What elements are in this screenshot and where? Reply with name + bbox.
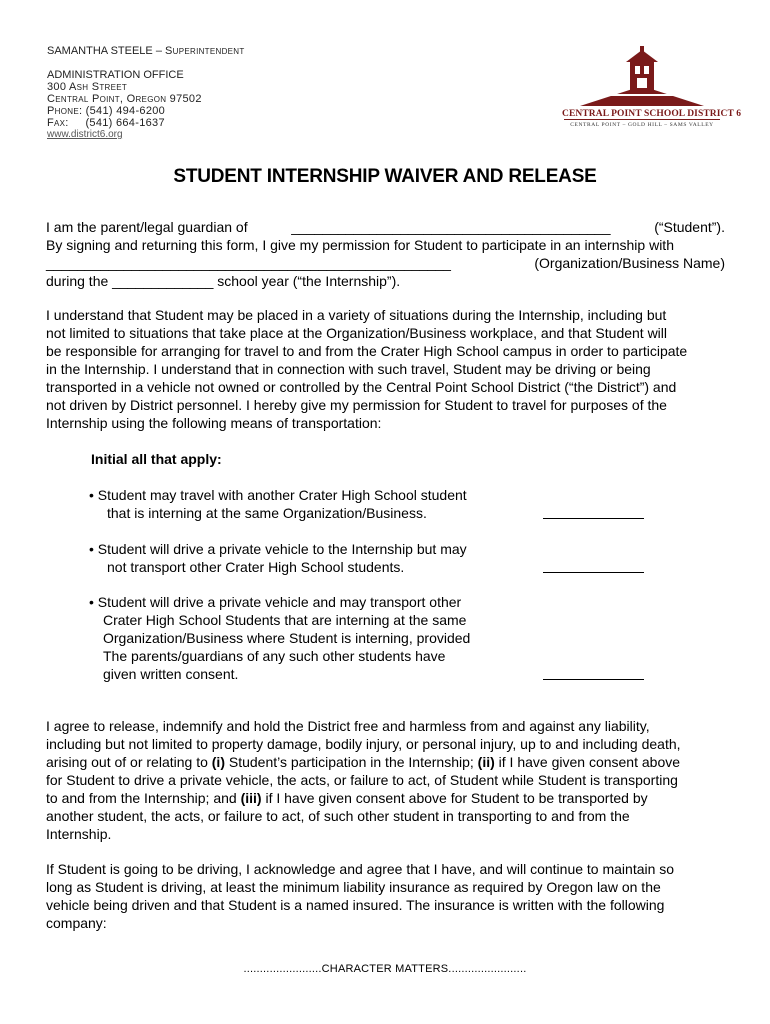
logo-divider <box>564 119 720 120</box>
initial-blank-1[interactable] <box>543 518 644 519</box>
fax-label: Fax: <box>47 117 69 129</box>
footer-motto: ........................CHARACTER MATTERS........................ <box>243 963 527 975</box>
text-line: to and from the Internship; and (iii) if I have given consent above for Student to be transported by <box>46 790 648 806</box>
address-line-1: 300 Ash Street <box>47 81 128 93</box>
text-line: vehicle being driven and that Student is a named insured. The insurance is written with the following <box>46 897 665 913</box>
transport-option-3: • Student will drive a private vehicle and may transport other Crater High School Students that are interning at the same Organization/Business where Student is interning, provided The parents/guardians of any such other students have given written consent. <box>89 594 471 682</box>
superintendent-name: SAMANTHA STEELE <box>47 45 153 57</box>
letterhead-contact <box>47 45 245 141</box>
text-line: By signing and returning this form, I give my permission for Student to participate in an internship with <box>46 237 674 253</box>
fax-line <box>47 117 245 129</box>
text-line: not limited to situations that take place at the Organization/Business workplace, and that Student will <box>46 325 668 341</box>
initial-blank-3[interactable] <box>543 679 644 680</box>
guardian-label: I am the parent/legal guardian of <box>46 219 248 235</box>
text-line: not driven by District personnel. I hereby give my permission for Student to travel for purposes of the <box>46 397 667 413</box>
website-link[interactable]: www.district6.org <box>47 129 123 140</box>
superintendent-title: Superintendent <box>165 45 245 57</box>
text-line: company: <box>46 915 107 931</box>
text-line: If Student is going to be driving, I acknowledge and agree that I have, and will continue to maintain so <box>46 861 675 877</box>
text-line: be responsible for arranging for travel to and from the Crater High School campus in order to participate <box>46 343 688 359</box>
transport-option-1: • Student may travel with another Crater High School student that is interning at the same Organization/Business. <box>89 487 467 521</box>
text-line: Internship using the following means of transportation: <box>46 415 382 431</box>
school-year-line: during the _____________ school year (“the Internship”). <box>46 273 401 289</box>
text-line: Internship. <box>46 826 112 842</box>
text-line: I agree to release, indemnify and hold the District free and harmless from and against any liability, <box>46 718 650 734</box>
text-line <box>46 218 725 236</box>
transport-option-2: • Student will drive a private vehicle to the Internship but may not transport other Crater High School students. <box>89 541 467 575</box>
phone-label: Phone: <box>47 105 83 117</box>
phone-number: (541) 494-6200 <box>85 105 166 117</box>
text-line: arising out of or relating to (i) Student’s participation in the Internship; (ii) if I have given consent above <box>46 754 681 770</box>
student-label: (“Student”). <box>654 219 725 235</box>
superintendent-line: SAMANTHA STEELE – Superintendent <box>47 45 245 57</box>
office-title: ADMINISTRATION OFFICE <box>47 69 184 81</box>
guardian-paragraph <box>46 218 725 290</box>
text-line: for Student to drive a private vehicle, the acts, or failure to act, of Student while Student is transporting <box>46 772 678 788</box>
release-paragraph <box>46 717 725 843</box>
initial-blank-2[interactable] <box>543 572 644 573</box>
district-logo <box>562 46 742 132</box>
address-line-2: Central Point, Oregon 97502 <box>47 93 202 105</box>
insurance-paragraph <box>46 860 725 932</box>
text-line: I understand that Student may be placed in a variety of situations during the Internship, including but <box>46 307 667 323</box>
fax-number: (541) 664-1637 <box>85 117 165 129</box>
text-line: transported in a vehicle not owned or controlled by the Central Point School District (“the District”) and <box>46 379 677 395</box>
text-line: in the Internship. I understand that in connection with such travel, Student may be driving or being <box>46 361 651 377</box>
text-line: long as Student is driving, at least the minimum liability insurance as required by Oregon law on the <box>46 879 661 895</box>
transport-paragraph <box>46 306 725 432</box>
school-building-icon <box>580 46 704 108</box>
text-line: including but not limited to property damage, bodily injury, or personal injury, up to and including death, <box>46 736 681 752</box>
document-title: STUDENT INTERNSHIP WAIVER AND RELEASE <box>173 166 597 187</box>
initial-instructions: Initial all that apply: <box>91 451 222 467</box>
phone-line <box>47 105 245 117</box>
organization-blank[interactable]: ____________________________________________________ <box>46 255 451 271</box>
text-line <box>46 254 725 272</box>
organization-label: (Organization/Business Name) <box>534 255 725 271</box>
logo-district-name: CENTRAL POINT SCHOOL DISTRICT 6 <box>562 109 742 119</box>
logo-tagline: CENTRAL POINT – GOLD HILL – SAMS VALLEY <box>570 122 714 128</box>
student-name-blank[interactable]: _________________________________________ <box>291 219 611 235</box>
text-line: another student, the acts, or failure to act, of such other student in transporting to and from the <box>46 808 630 824</box>
